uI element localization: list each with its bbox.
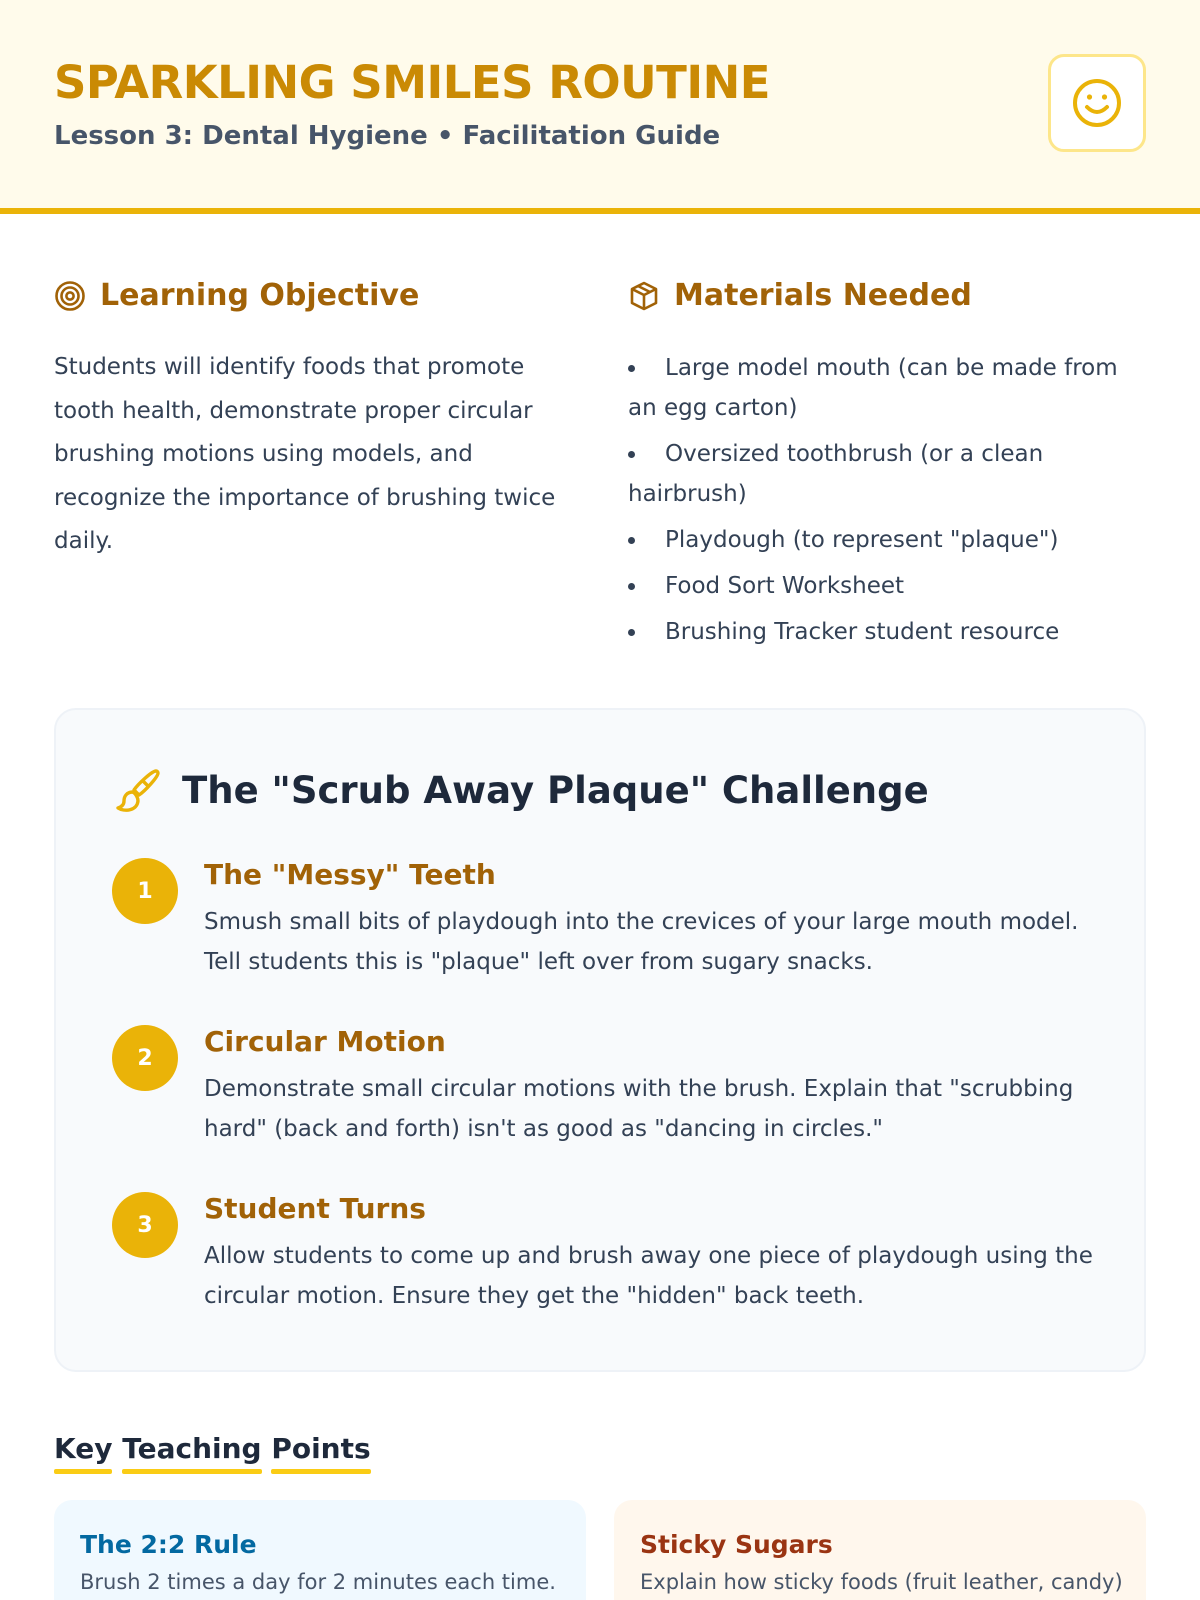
card-title: The 2:2 Rule	[80, 1530, 257, 1559]
challenge-panel	[54, 708, 1146, 1372]
target-icon	[54, 280, 86, 312]
key-point-card	[54, 1500, 586, 1600]
card-description: Explain how sticky foods (fruit leather, candy)	[640, 1570, 1123, 1594]
card-title: Sticky Sugars	[640, 1530, 833, 1559]
step-description: Allow students to come up and brush away one piece of playdough using the circular motion. Ensure they get the "hidden" back teeth.	[204, 1243, 1093, 1309]
materials-heading-label: Materials Needed	[674, 278, 972, 313]
list-item: Food Sort Worksheet	[628, 566, 1148, 606]
list-item: Brushing Tracker student resource	[628, 612, 1148, 652]
page-subtitle: Lesson 3: Dental Hygiene • Facilitation Guide	[54, 121, 721, 151]
step-description: Demonstrate small circular motions with the brush. Explain that "scrubbing hard" (back and forth) isn't as good as "dancing in circles."	[204, 1076, 1074, 1142]
materials-list	[628, 348, 1148, 658]
page-title: SPARKLING SMILES ROUTINE	[54, 56, 770, 109]
materials-heading	[628, 276, 972, 316]
paintbrush-icon	[112, 766, 162, 816]
challenge-title	[112, 766, 929, 816]
list-item: Oversized toothbrush (or a clean hairbrush)	[628, 434, 1148, 514]
step-title: The "Messy" Teeth	[204, 858, 496, 891]
objective-text: Students will identify foods that promote tooth health, demonstrate proper circular brushing motions using models, and recognize the importance of brushing twice daily.	[54, 354, 556, 554]
logo-badge	[1048, 54, 1146, 152]
smiley-face-icon	[1071, 77, 1123, 129]
step-title: Circular Motion	[204, 1025, 446, 1058]
card-description: Brush 2 times a day for 2 minutes each time.	[80, 1570, 556, 1594]
step-number: 3	[112, 1192, 178, 1258]
page-header	[0, 0, 1200, 214]
step-number: 2	[112, 1025, 178, 1091]
key-points-word: Key	[54, 1430, 112, 1468]
key-points-word: Teaching	[122, 1430, 261, 1468]
challenge-title-label: The "Scrub Away Plaque" Challenge	[182, 769, 929, 812]
list-item: Large model mouth (can be made from an egg carton)	[628, 348, 1148, 428]
objective-heading-label: Learning Objective	[100, 278, 420, 313]
list-item: Playdough (to represent "plaque")	[628, 520, 1148, 560]
key-points-word: Points	[271, 1430, 370, 1468]
key-points-heading	[54, 1430, 371, 1468]
step-description: Smush small bits of playdough into the crevices of your large mouth model. Tell students this is "plaque" left over from sugary snacks.	[204, 909, 1079, 975]
step-number: 1	[112, 858, 178, 924]
step-title: Student Turns	[204, 1192, 426, 1225]
box-icon	[628, 280, 660, 312]
objective-heading	[54, 276, 419, 316]
key-point-card	[614, 1500, 1146, 1600]
